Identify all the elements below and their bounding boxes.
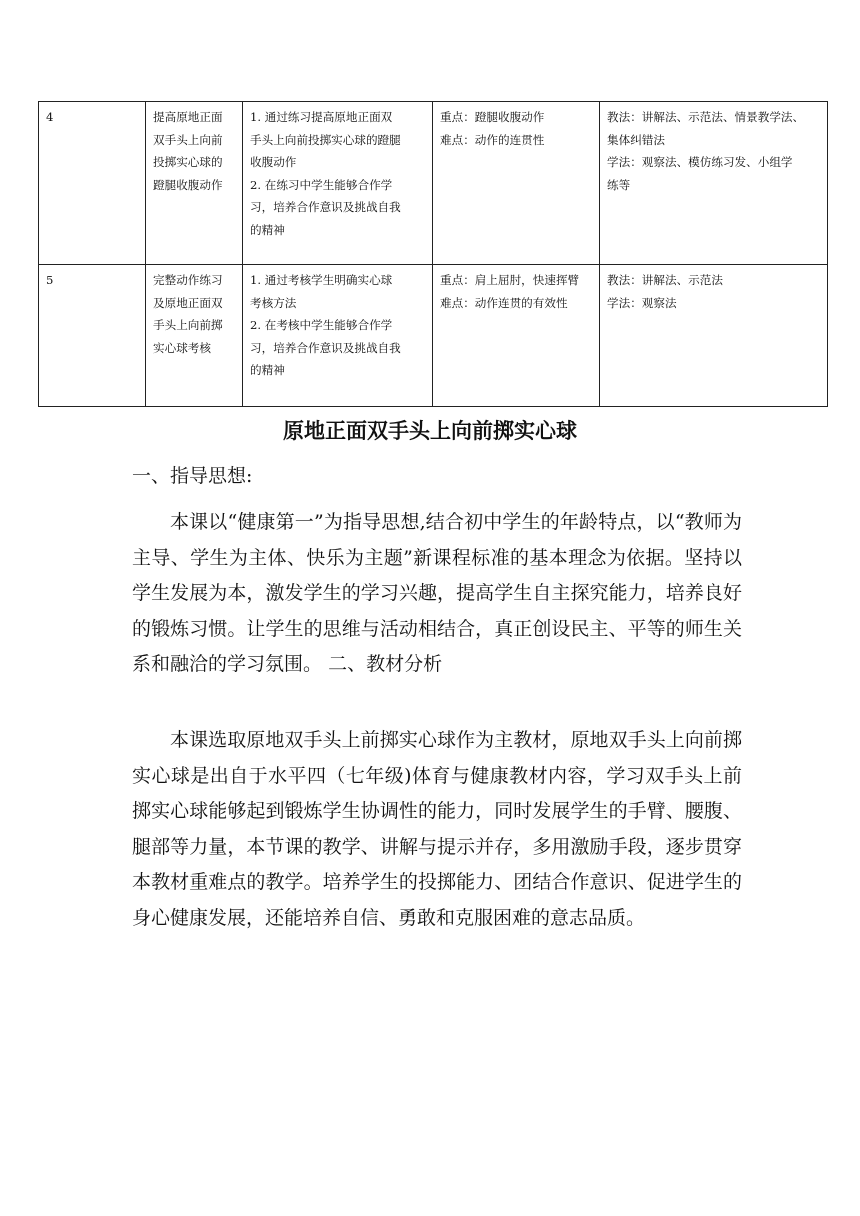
- section-heading-guiding-ideology: 一、指导思想:: [132, 465, 253, 487]
- paragraph-text: 本课选取原地双手头上前掷实心球作为主教材，原地双手头上向前掷实心球是出自于水平四（七年级)体育与健康教材内容，学习双手头上前掷实心球能够起到锻炼学生协调性的能力，同时发展学生的手臂、腰腹、腿部等力量，本节课的教学、讲解与提示并存，多用激励手段，逐步贯穿本教材重难点的教学。培养学生的投掷能力、团结合作意识、促进学生的身心健康发展，还能培养自信、勇敢和克服困难的意志品质。: [132, 729, 742, 929]
- paragraph-guiding-ideology: [132, 505, 742, 683]
- lesson-content-cell: 完整动作练习 及原地正面双 手头上向前掷 实心球考核: [146, 265, 243, 407]
- section-heading-material-analysis: 二、教材分析: [328, 653, 443, 676]
- lesson-number-cell: 4: [39, 102, 146, 265]
- lesson-methods-cell: 教法：讲解法、示范法、情景教学法、 集体纠错法 学法：观察法、模仿练习发、小组学 练等: [600, 102, 828, 265]
- table-row: [39, 102, 828, 265]
- document-title: 原地正面双手头上向前掷实心球: [283, 418, 577, 443]
- lesson-goals-cell: 1. 通过练习提高原地正面双 手头上向前投掷实心球的蹬腿 收腹动作 2. 在练习中学生能够合作学 习，培养合作意识及挑战自我 的精神: [243, 102, 433, 265]
- paragraph-material-analysis: [132, 723, 742, 937]
- table-row: [39, 265, 828, 407]
- lesson-plan-table: [38, 101, 828, 407]
- lesson-methods-cell: 教法：讲解法、示范法 学法：观察法: [600, 265, 828, 407]
- lesson-goals-cell: 1. 通过考核学生明确实心球 考核方法 2. 在考核中学生能够合作学 习，培养合作意识及挑战自我 的精神: [243, 265, 433, 407]
- lesson-keypoints-cell: 重点：肩上屈肘，快速挥臂 难点：动作连贯的有效性: [433, 265, 600, 407]
- lesson-content-cell: 提高原地正面 双手头上向前 投掷实心球的 蹬腿收腹动作: [146, 102, 243, 265]
- paragraph-text: 本课以“健康第一”为指导思想,结合初中学生的年龄特点，以“教师为主导、学生为主体、快乐为主题”新课程标准的基本理念为依据。坚持以学生发展为本，激发学生的学习兴趣，提高学生自主探究能力，培养良好的锻炼习惯。让学生的思维与活动相结合，真正创设民主、平等的师生关系和融洽的学习氛围。: [132, 511, 742, 676]
- lesson-keypoints-cell: 重点：蹬腿收腹动作 难点：动作的连贯性: [433, 102, 600, 265]
- lesson-number-cell: 5: [39, 265, 146, 407]
